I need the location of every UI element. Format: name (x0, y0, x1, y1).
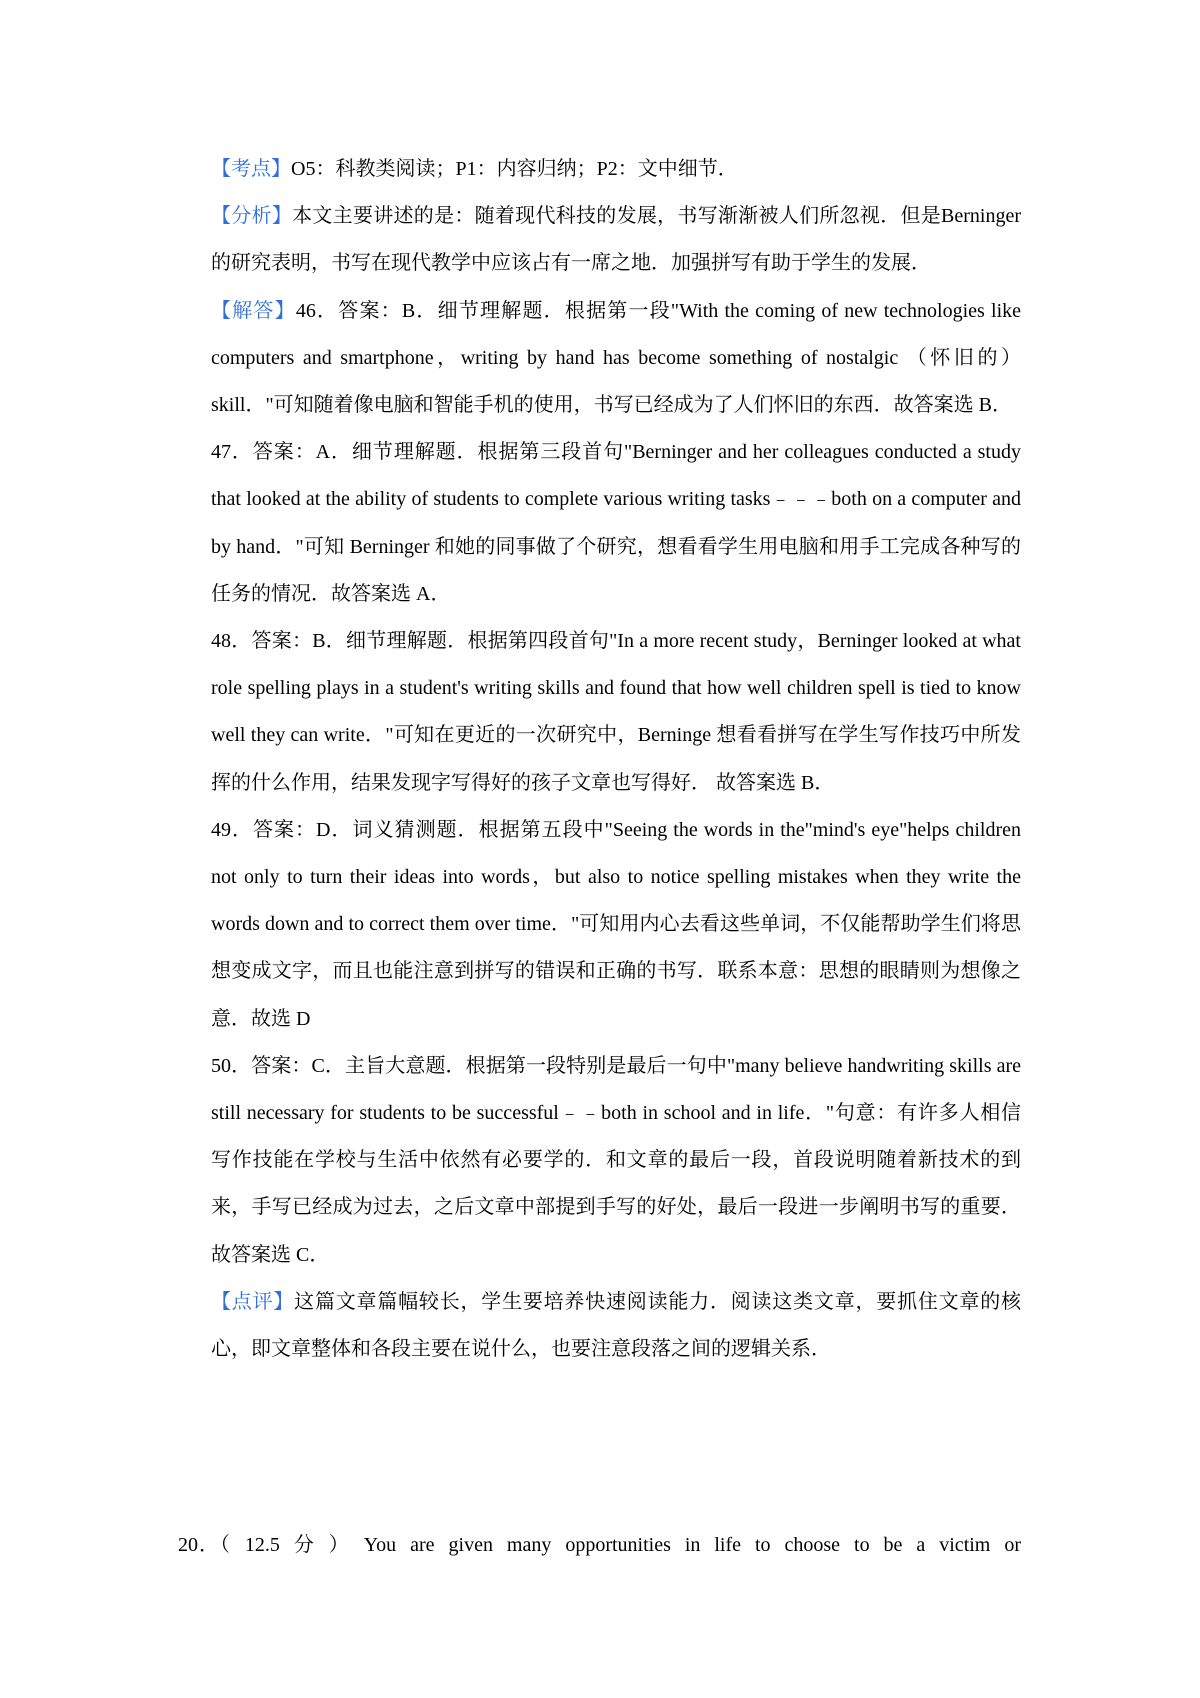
dianping-text: 这篇文章篇幅较长，学生要培养快速阅读能力．阅读这类文章，要抓住文章的核心，即文章整体和各段主要在说什么，也要注意段落之间的逻辑关系． (211, 1290, 1022, 1361)
question-20-stem: 20．（ 12.5 分 ） You are given many opportunities in life to choose to be a victim or (178, 1534, 1021, 1556)
jieda-tag: 【解答】 (211, 299, 296, 322)
jieda-answer-47: 47．答案：A．细节理解题．根据第三段首句"Berninger and her colleagues conducted a study that looked at the ability of students to complete various writing tasks﹣﹣﹣both on a computer and by hand．"可知 Berninger 和她的同事做了个研究，想看看学生用电脑和用手工完成各种写的任务的情况．故答案选 A． (211, 441, 1021, 605)
kaodian-tag: 【考点】 (211, 158, 291, 180)
fenxi-text: 本文主要讲述的是：随着现代科技的发展，书写渐渐被人们所忽视．但是Berninger的研究表明，书写在现代教学中应该占有一席之地．加强拼写有助于学生的发展． (211, 205, 1021, 275)
jieda-answer-48: 48．答案：B．细节理解题．根据第四段首句"In a more recent study，Berninger looked at what role spelling plays in a student's writing skills and found that how well children spell is tied to know well they can write．"可知在更近的一次研究中，Berninge 想看看拼写在学生写作技巧中所发挥的什么作用，结果发现字写得好的孩子文章也写得好． 故答案选 B． (211, 630, 1021, 794)
answer-explanation (211, 146, 1021, 1373)
answer-46-text: 46．答案：B．细节理解题．根据第一段"With the coming of new technologies like computers and smartphone，writing by hand has become something of nostalgic （怀旧的）skill．"可知随着像电脑和智能手机的使用，书写已经成为了人们怀旧的东西．故答案选 B． (211, 299, 1022, 417)
jieda-answer-50: 50．答案：C．主旨大意题．根据第一段特别是最后一句中"many believe handwriting skills are still necessary for students to be successful﹣﹣both in school and in life．"句意：有许多人相信写作技能在学校与生活中依然有必要学的．和文章的最后一段，首段说明随着新技术的到来，手写已经成为过去，之后文章中部提到手写的好处，最后一段进一步阐明书写的重要．故答案选 C． (211, 1054, 1021, 1266)
fenxi-tag: 【分析】 (211, 205, 293, 228)
fenxi-paragraph (211, 193, 1021, 287)
kaodian-paragraph (211, 146, 1021, 193)
dianping-tag: 【点评】 (211, 1290, 295, 1313)
kaodian-text: O5：科教类阅读；P1：内容归纳；P2：文中细节． (291, 158, 738, 180)
dianping-paragraph (211, 1279, 1021, 1373)
jieda-answer-49: 49．答案：D．词义猜测题．根据第五段中"Seeing the words in the"mind's eye"helps children not only to turn their ideas into words，but also to notice spelling mistakes when they write the words down and to correct them over time．"可知用内心去看这些单词，不仅能帮助学生们将思想变成文字，而且也能注意到拼写的错误和正确的书写．联系本意：思想的眼睛则为想像之意．故选 D (211, 818, 1021, 1030)
jieda-answer-46 (211, 288, 1021, 430)
